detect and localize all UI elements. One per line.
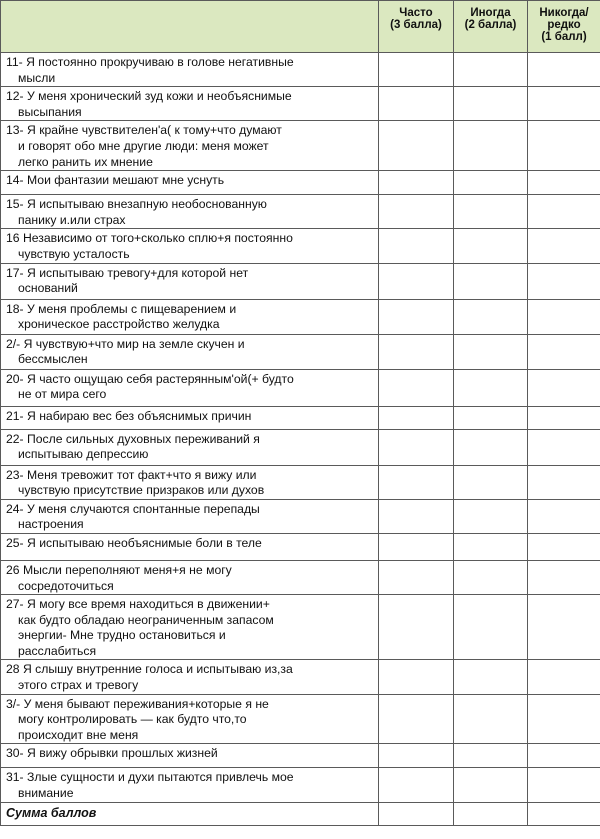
question-line: происходит вне меня (18, 727, 139, 742)
answer-cell-never[interactable] (528, 660, 600, 694)
table-row (1, 694, 600, 744)
table-row (1, 429, 600, 465)
question-line: 15- Я испытываю внезапную необоснованную (6, 197, 267, 212)
header-often: Часто (3 балла) (379, 1, 454, 53)
answer-cell-often[interactable] (379, 369, 454, 406)
question-line: как будто обладаю неограниченным запасом (18, 612, 274, 627)
table-row (1, 299, 600, 334)
question-text (1, 465, 379, 499)
answer-cell-sometimes[interactable] (454, 768, 528, 803)
answer-cell-never[interactable] (528, 694, 600, 744)
answer-cell-never[interactable] (528, 465, 600, 499)
total-row (1, 803, 600, 826)
question-line: 31- Злые сущности и духи пытаются привлечь мое (6, 770, 294, 785)
question-line: 25- Я испытываю необъяснимые боли в теле (6, 535, 262, 550)
total-cell-never[interactable] (528, 803, 600, 826)
table-row (1, 263, 600, 299)
answer-cell-often[interactable] (379, 694, 454, 744)
question-line: расслабиться (18, 643, 97, 658)
total-label: Сумма баллов (1, 803, 379, 826)
answer-cell-sometimes[interactable] (454, 499, 528, 533)
question-text (1, 744, 379, 768)
table-row (1, 406, 600, 429)
answer-cell-often[interactable] (379, 229, 454, 263)
table-row (1, 660, 600, 694)
question-line: чувствую присутствие призраков или духов (18, 483, 265, 498)
answer-cell-never[interactable] (528, 87, 600, 121)
table-row (1, 229, 600, 263)
question-line: хроническое расстройство желудка (18, 317, 220, 332)
answer-cell-sometimes[interactable] (454, 694, 528, 744)
table-row (1, 465, 600, 499)
question-line: высыпания (18, 104, 82, 119)
table-row (1, 53, 600, 87)
answer-cell-sometimes[interactable] (454, 465, 528, 499)
answer-cell-never[interactable] (528, 560, 600, 594)
question-line: испытываю депрессию (18, 447, 149, 462)
question-line: 12- У меня хронический зуд кожи и необъяснимые (6, 89, 292, 104)
answer-cell-sometimes[interactable] (454, 369, 528, 406)
question-text (1, 660, 379, 694)
question-line: могу контролировать — как будто что,то (18, 712, 247, 727)
answer-cell-often[interactable] (379, 560, 454, 594)
question-line: настроения (18, 517, 84, 532)
question-text (1, 263, 379, 299)
question-line: 13- Я крайне чувствителен'а( к тому+что думают (6, 123, 282, 138)
question-text (1, 694, 379, 744)
answer-cell-sometimes[interactable] (454, 229, 528, 263)
answer-cell-sometimes[interactable] (454, 195, 528, 229)
answer-cell-never[interactable] (528, 171, 600, 195)
table-row (1, 744, 600, 768)
answer-cell-never[interactable] (528, 334, 600, 369)
table-row (1, 768, 600, 803)
question-text (1, 595, 379, 660)
question-line: 28 Я слышу внутренние голоса и испытываю из,за (6, 662, 293, 677)
question-line: 17- Я испытываю тревогу+для которой нет (6, 265, 249, 280)
total-cell-often[interactable] (379, 803, 454, 826)
question-text (1, 334, 379, 369)
question-line: панику и.или страх (18, 212, 126, 227)
question-line: оснований (18, 281, 78, 296)
answer-cell-often[interactable] (379, 53, 454, 87)
answer-cell-often[interactable] (379, 121, 454, 171)
answer-cell-sometimes[interactable] (454, 595, 528, 660)
question-line: внимание (18, 786, 74, 801)
question-text (1, 533, 379, 560)
table-row (1, 171, 600, 195)
question-line: 2/- Я чувствую+что мир на земле скучен и (6, 336, 245, 351)
answer-cell-often[interactable] (379, 533, 454, 560)
answer-cell-never[interactable] (528, 229, 600, 263)
question-line: этого страх и тревогу (18, 678, 139, 693)
answer-cell-never[interactable] (528, 406, 600, 429)
answer-cell-often[interactable] (379, 660, 454, 694)
question-line: легко ранить их мнение (18, 154, 153, 169)
header-row (1, 1, 600, 53)
question-line: 22- После сильных духовных переживаний я (6, 431, 260, 446)
answer-cell-often[interactable] (379, 334, 454, 369)
table-row (1, 499, 600, 533)
question-text (1, 429, 379, 465)
table-row (1, 560, 600, 594)
question-line: 30- Я вижу обрывки прошлых жизней (6, 746, 218, 761)
answer-cell-never[interactable] (528, 595, 600, 660)
question-line: сосредоточиться (18, 578, 114, 593)
question-text (1, 560, 379, 594)
table-row (1, 533, 600, 560)
question-line: энергии- Мне трудно остановиться и (18, 628, 226, 643)
question-line: 16 Независимо от того+сколько сплю+я постоянно (6, 231, 293, 246)
question-text (1, 499, 379, 533)
question-line: 27- Я могу все время находиться в движении+ (6, 597, 270, 612)
table-row (1, 595, 600, 660)
answer-cell-often[interactable] (379, 195, 454, 229)
question-line: 24- У меня случаются спонтанные перепады (6, 501, 260, 516)
header-question-cell (1, 1, 379, 53)
question-text (1, 87, 379, 121)
answer-cell-often[interactable] (379, 171, 454, 195)
answer-cell-never[interactable] (528, 195, 600, 229)
answer-cell-sometimes[interactable] (454, 533, 528, 560)
table-row (1, 334, 600, 369)
answer-cell-sometimes[interactable] (454, 121, 528, 171)
answer-cell-often[interactable] (379, 429, 454, 465)
answer-cell-never[interactable] (528, 369, 600, 406)
answer-cell-sometimes[interactable] (454, 171, 528, 195)
question-line: 3/- У меня бывают переживания+которые я не (6, 696, 269, 711)
answer-cell-never[interactable] (528, 263, 600, 299)
answer-cell-often[interactable] (379, 595, 454, 660)
answer-cell-never[interactable] (528, 53, 600, 87)
question-line: не от мира сего (18, 387, 107, 402)
question-text (1, 171, 379, 195)
answer-cell-never[interactable] (528, 499, 600, 533)
question-text (1, 369, 379, 406)
total-cell-sometimes[interactable] (454, 803, 528, 826)
question-text (1, 768, 379, 803)
answer-cell-never[interactable] (528, 299, 600, 334)
question-line: чувствую усталость (18, 246, 130, 261)
question-text (1, 53, 379, 87)
answer-cell-sometimes[interactable] (454, 53, 528, 87)
answer-cell-sometimes[interactable] (454, 406, 528, 429)
question-line: 20- Я часто ощущаю себя растерянным'ой(+ будто (6, 371, 294, 386)
answer-cell-often[interactable] (379, 465, 454, 499)
answer-cell-often[interactable] (379, 768, 454, 803)
answer-cell-sometimes[interactable] (454, 263, 528, 299)
answer-cell-sometimes[interactable] (454, 560, 528, 594)
question-line: 21- Я набираю вес без объяснимых причин (6, 408, 252, 423)
header-never: Никогда/ редко (1 балл) (528, 1, 600, 53)
table-row (1, 87, 600, 121)
answer-cell-often[interactable] (379, 263, 454, 299)
question-text (1, 406, 379, 429)
answer-cell-sometimes[interactable] (454, 660, 528, 694)
answer-cell-never[interactable] (528, 744, 600, 768)
answer-cell-often[interactable] (379, 299, 454, 334)
header-sometimes: Иногда (2 балла) (454, 1, 528, 53)
answer-cell-often[interactable] (379, 744, 454, 768)
answer-cell-often[interactable] (379, 87, 454, 121)
answer-cell-sometimes[interactable] (454, 87, 528, 121)
answer-cell-sometimes[interactable] (454, 299, 528, 334)
question-text (1, 121, 379, 171)
question-text (1, 195, 379, 229)
question-line: 11- Я постоянно прокручиваю в голове негативные (6, 55, 294, 69)
table-row (1, 121, 600, 171)
answer-cell-sometimes[interactable] (454, 334, 528, 369)
question-line: и говорят обо мне другие люди: меня может (18, 138, 269, 153)
answer-cell-sometimes[interactable] (454, 429, 528, 465)
question-line: 18- У меня проблемы с пищеварением и (6, 301, 237, 316)
question-line: 23- Меня тревожит тот факт+что я вижу или (6, 467, 257, 482)
answer-cell-never[interactable] (528, 768, 600, 803)
question-line: 14- Мои фантазии мешают мне уснуть (6, 173, 225, 188)
answer-cell-never[interactable] (528, 533, 600, 560)
answer-cell-never[interactable] (528, 429, 600, 465)
question-text (1, 299, 379, 334)
table-row (1, 195, 600, 229)
question-line: бессмыслен (18, 352, 88, 367)
table-row (1, 369, 600, 406)
answer-cell-sometimes[interactable] (454, 744, 528, 768)
answer-cell-never[interactable] (528, 121, 600, 171)
answer-cell-often[interactable] (379, 499, 454, 533)
question-line: 26 Мысли переполняют меня+я не могу (6, 562, 232, 577)
question-line: мысли (18, 70, 56, 85)
question-text (1, 229, 379, 263)
answer-cell-often[interactable] (379, 406, 454, 429)
